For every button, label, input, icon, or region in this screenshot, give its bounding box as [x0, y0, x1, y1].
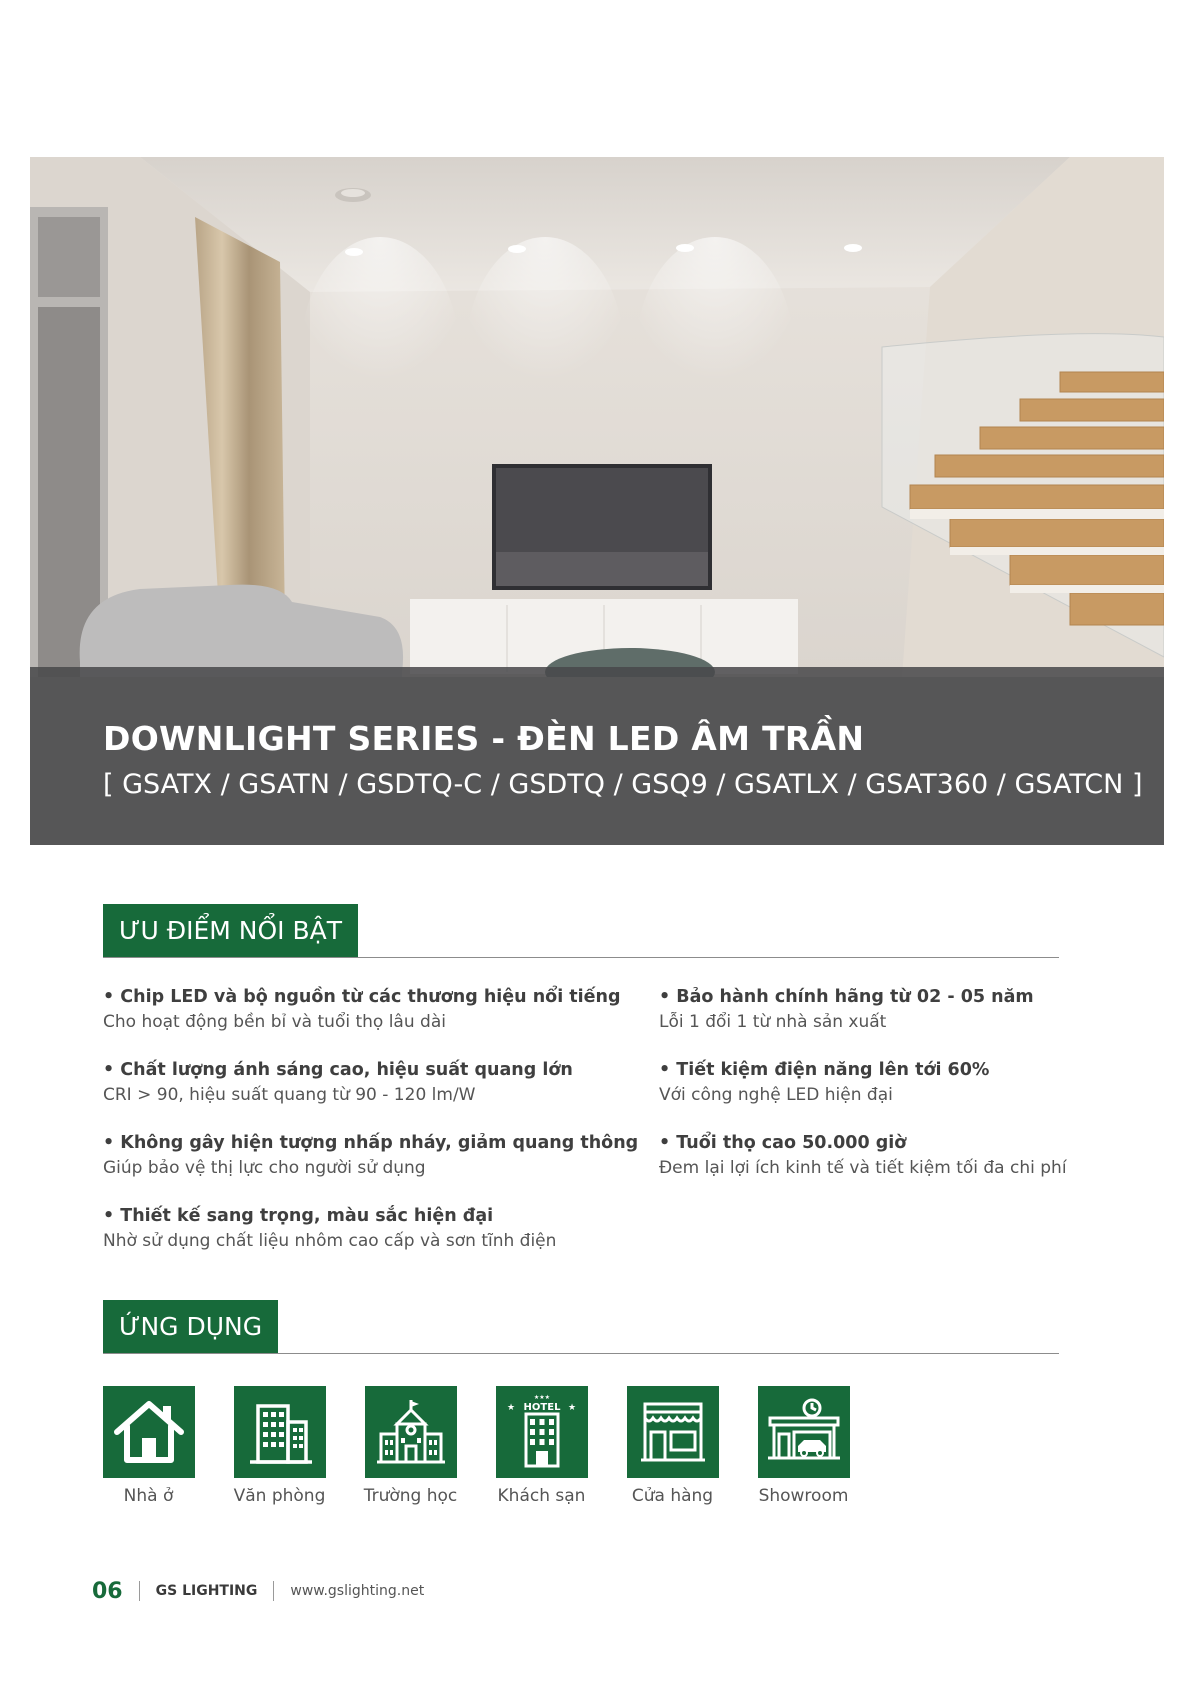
advantage-item [659, 1130, 1079, 1203]
svg-text:★★★: ★★★ [533, 1394, 550, 1401]
svg-text:★: ★ [567, 1403, 576, 1413]
advantage-item [103, 984, 621, 1057]
applications-header [103, 1300, 1059, 1354]
footer-website-link[interactable]: www.gslighting.net [290, 1583, 425, 1599]
advantage-item [103, 1130, 639, 1203]
advantages-divider [103, 957, 1059, 958]
applications-heading: ỨNG DỤNG [103, 1300, 278, 1354]
application-label: Trường học [363, 1486, 458, 1506]
application-item-store [607, 1386, 738, 1506]
advantage-item [659, 984, 1079, 1057]
advantages-header [103, 904, 1059, 958]
footer-separator [273, 1581, 274, 1601]
application-item-house [83, 1386, 214, 1506]
advantage-title: • Chất lượng ánh sáng cao, hiệu suất quang lớn [103, 1060, 573, 1080]
hotel-sign-text: HOTEL [523, 1402, 560, 1413]
footer-separator [139, 1581, 140, 1601]
advantage-desc: Nhờ sử dụng chất liệu nhôm cao cấp và sơn tĩnh điện [103, 1231, 557, 1251]
application-item-school [345, 1386, 476, 1506]
advantage-desc: Đem lại lợi ích kinh tế và tiết kiệm tối đa chi phí [659, 1158, 1067, 1178]
hero-model-list: [ GSATX / GSATN / GSDTQ-C / GSDTQ / GSQ9 / GSATLX / GSAT360 / GSATCN ] [103, 769, 1143, 800]
application-label: Cửa hàng [631, 1486, 714, 1506]
advantage-desc: Lỗi 1 đổi 1 từ nhà sản xuất [659, 1012, 887, 1032]
svg-text:★: ★ [506, 1403, 515, 1413]
hero-banner [30, 157, 1164, 845]
advantage-title: • Thiết kế sang trọng, màu sắc hiện đại [103, 1206, 494, 1226]
hotel-icon [496, 1386, 588, 1478]
advantages-heading: ƯU ĐIỂM NỔI BẬT [103, 904, 358, 958]
advantage-item [103, 1203, 603, 1276]
store-icon [627, 1386, 719, 1478]
application-label: Văn phòng [233, 1486, 326, 1506]
advantage-title: • Không gây hiện tượng nhấp nháy, giảm quang thông [103, 1133, 639, 1153]
showroom-icon [758, 1386, 850, 1478]
application-item-office [214, 1386, 345, 1506]
advantage-title: • Chip LED và bộ nguồn từ các thương hiệu nổi tiếng [103, 987, 621, 1007]
advantage-item [103, 1057, 603, 1130]
application-item-hotel [476, 1386, 607, 1506]
advantages-right-column [659, 984, 1079, 1203]
advantage-title: • Tuổi thọ cao 50.000 giờ [659, 1133, 907, 1153]
footer-brand: GS LIGHTING [155, 1583, 258, 1599]
advantage-desc: CRI > 90, hiệu suất quang từ 90 - 120 lm/W [103, 1085, 476, 1105]
advantage-title: • Bảo hành chính hãng từ 02 - 05 năm [659, 987, 1034, 1007]
application-item-showroom [738, 1386, 869, 1506]
application-label: Nhà ở [123, 1486, 174, 1506]
applications-divider [103, 1353, 1059, 1354]
school-icon [365, 1386, 457, 1478]
advantages-left-column [103, 984, 639, 1276]
page-number: 06 [92, 1578, 123, 1604]
advantage-desc: Cho hoạt động bền bỉ và tuổi thọ lâu dài [103, 1012, 446, 1032]
advantage-desc: Với công nghệ LED hiện đại [659, 1085, 893, 1105]
application-label: Khách sạn [497, 1486, 586, 1506]
hero-title: DOWNLIGHT SERIES - ĐÈN LED ÂM TRẦN [103, 719, 865, 758]
office-building-icon [234, 1386, 326, 1478]
advantage-desc: Giúp bảo vệ thị lực cho người sử dụng [103, 1158, 426, 1178]
advantage-title: • Tiết kiệm điện năng lên tới 60% [659, 1060, 990, 1080]
application-label: Showroom [758, 1486, 849, 1506]
page-footer [92, 1576, 424, 1606]
house-icon [103, 1386, 195, 1478]
advantage-item [659, 1057, 1079, 1130]
applications-icon-row [103, 1386, 863, 1516]
